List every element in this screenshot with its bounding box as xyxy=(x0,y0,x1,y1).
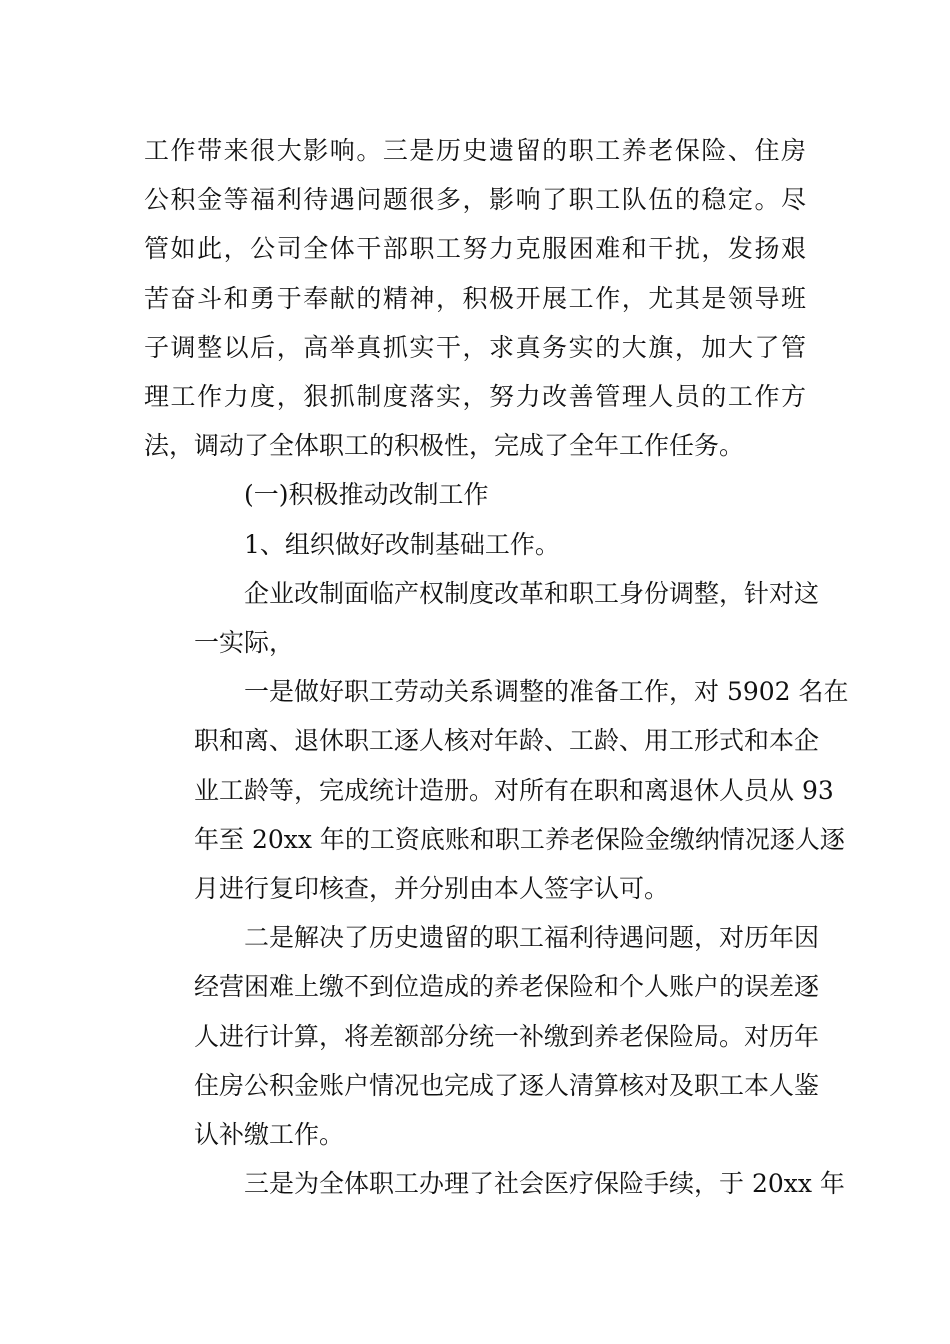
text-line: 一实际， xyxy=(194,628,295,658)
text-line: 公积金等福利待遇问题很多，影响了职工队伍的稳定。尽 xyxy=(144,185,806,215)
text-line: 1、组织做好改制基础工作。 xyxy=(244,529,560,559)
text-line: 年至 20xx 年的工资底账和职工养老保险金缴纳情况逐人逐 xyxy=(194,824,845,854)
text-line: 认补缴工作。 xyxy=(194,1120,345,1150)
text-line: 二是解决了历史遗留的职工福利待遇问题，对历年因 xyxy=(244,923,820,953)
text-line: (一)积极推动改制工作 xyxy=(244,480,489,510)
paragraph xyxy=(144,569,820,667)
text-line: 业工龄等，完成统计造册。对所有在职和离退休人员从 93 xyxy=(194,775,834,805)
text-line: 住房公积金账户情况也完成了逐人清算核对及职工本人鉴 xyxy=(194,1070,820,1100)
text-line: 人进行计算，将差额部分统一补缴到养老保险局。对历年 xyxy=(194,1021,820,1051)
paragraph xyxy=(144,1159,845,1208)
paragraph xyxy=(144,470,806,519)
text-line: 法，调动了全体职工的积极性，完成了全年工作任务。 xyxy=(144,431,745,461)
text-line: 理工作力度，狠抓制度落实，努力改善管理人员的工作方 xyxy=(144,382,806,412)
paragraph xyxy=(144,126,806,470)
text-line: 月进行复印核查，并分别由本人签字认可。 xyxy=(194,874,670,904)
text-line: 管如此，公司全体干部职工努力克服困难和干扰，发扬艰 xyxy=(144,234,806,264)
paragraph xyxy=(144,913,820,1159)
text-line: 职和离、退休职工逐人核对年龄、工龄、用工形式和本企 xyxy=(194,726,820,756)
text-line: 企业改制面临产权制度改革和职工身份调整，针对这 xyxy=(244,578,820,608)
text-line: 一是做好职工劳动关系调整的准备工作，对 5902 名在 xyxy=(244,677,849,707)
text-line: 苦奋斗和勇于奉献的精神，积极开展工作，尤其是领导班 xyxy=(144,283,806,313)
text-line: 经营困难上缴不到位造成的养老保险和个人账户的误差逐 xyxy=(194,972,820,1002)
document-body xyxy=(144,126,849,1208)
paragraph xyxy=(144,667,849,913)
text-line: 子调整以后，高举真抓实干，求真务实的大旗，加大了管 xyxy=(144,332,806,362)
text-line: 工作带来很大影响。三是历史遗留的职工养老保险、住房 xyxy=(144,136,806,165)
paragraph xyxy=(144,520,806,569)
text-line: 三是为全体职工办理了社会医疗保险手续，于 20xx 年 xyxy=(244,1169,845,1199)
